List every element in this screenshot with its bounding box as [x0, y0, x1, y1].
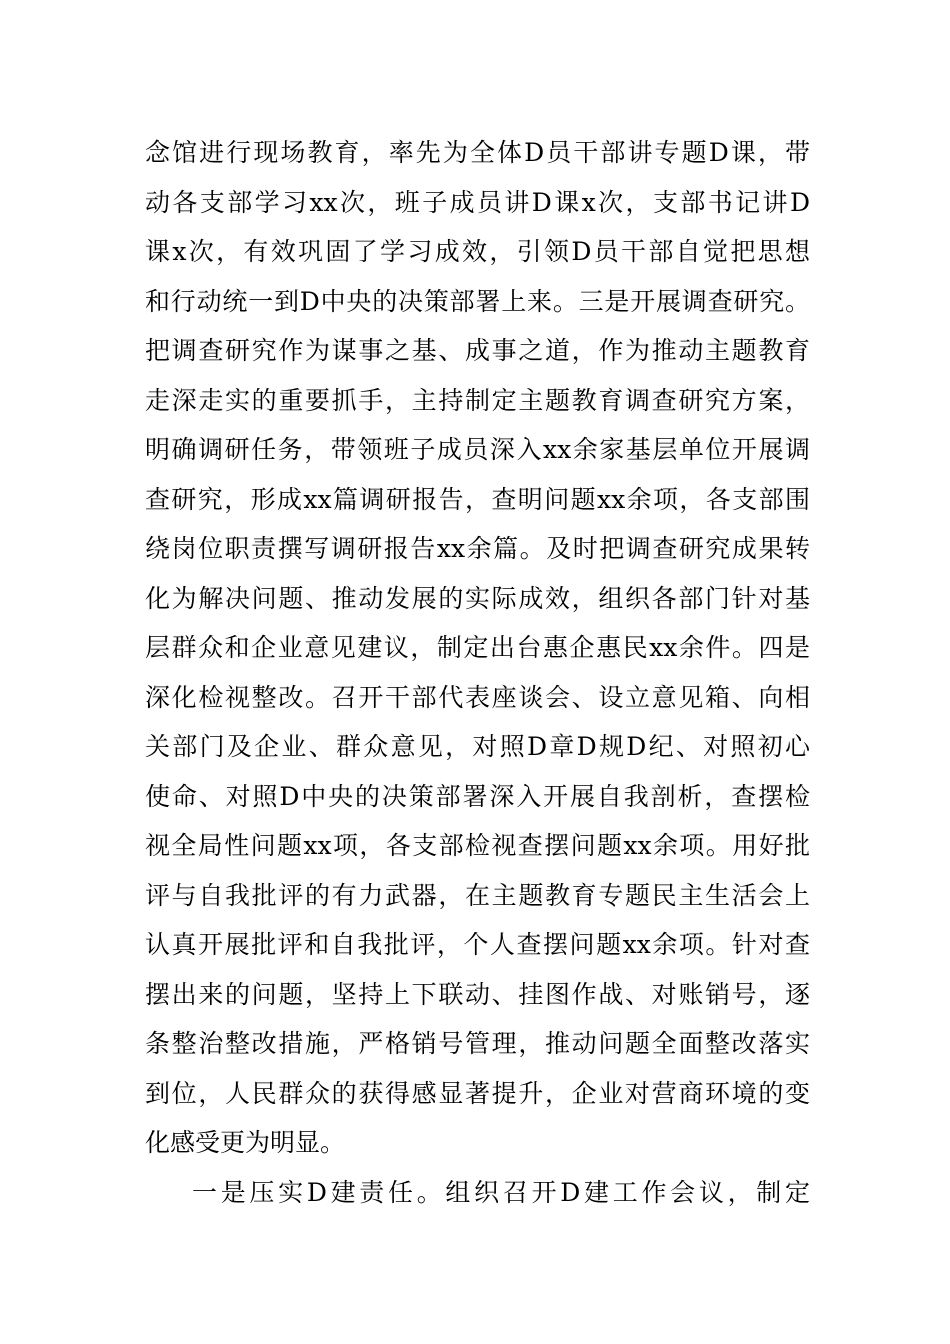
text-line: 明确调研任务，带领班子成员深入xx余家基层单位开展调	[145, 435, 810, 464]
text-line: 念馆进行现场教育，率先为全体D员干部讲专题D课，带	[145, 138, 810, 167]
text-line: 到位，人民群众的获得感显著提升，企业对营商环境的变	[145, 1078, 810, 1108]
text-line: 化感受更为明显。	[145, 1128, 346, 1157]
text-line: 课x次，有效巩固了学习成效，引领D员干部自觉把思想	[145, 237, 810, 266]
text-line: 评与自我批评的有力武器，在主题教育专题民主生活会上	[145, 880, 810, 910]
text-line: 绕岗位职责撰写调研报告xx余篇。及时把调查研究成果转	[145, 534, 810, 563]
text-line: 和行动统一到D中央的决策部署上来。三是开展调查研究。	[145, 286, 810, 316]
text-line: 条整治整改措施，严格销号管理，推动问题全面整改落实	[145, 1029, 810, 1058]
text-line: 动各支部学习xx次，班子成员讲D课x次，支部书记讲D	[145, 187, 810, 217]
text-line: 查研究，形成xx篇调研报告，查明问题xx余项，各支部围	[145, 484, 810, 514]
text-line: 层群众和企业意见建议，制定出台惠企惠民xx余件。四是	[145, 633, 810, 662]
text-line: 一是压实D建责任。组织召开D建工作会议，制定	[192, 1177, 810, 1207]
text-line: 把调查研究作为谋事之基、成事之道，作为推动主题教育	[145, 336, 810, 365]
text-line: 视全局性问题xx项，各支部检视查摆问题xx余项。用好批	[145, 831, 810, 860]
text-line: 使命、对照D中央的决策部署深入开展自我剖析，查摆检	[145, 781, 810, 811]
text-line: 化为解决问题、推动发展的实际成效，组织各部门针对基	[145, 583, 810, 613]
text-line: 认真开展批评和自我批评，个人查摆问题xx余项。针对查	[145, 930, 810, 959]
body-text	[145, 128, 810, 1217]
text-line: 深化检视整改。召开干部代表座谈会、设立意见箱、向相	[145, 682, 810, 712]
text-line: 关部门及企业、群众意见，对照D章D规D纪、对照初心	[145, 732, 810, 761]
text-line: 走深走实的重要抓手，主持制定主题教育调查研究方案，	[145, 385, 810, 415]
text-line: 摆出来的问题，坚持上下联动、挂图作战、对账销号，逐	[145, 979, 810, 1009]
